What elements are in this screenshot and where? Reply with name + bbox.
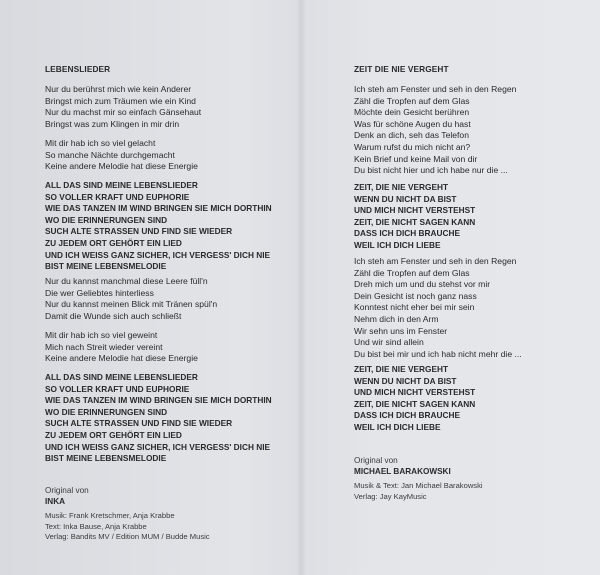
credit-line: Musik: Frank Kretschmer, Anja Krabbe: [45, 511, 175, 520]
lyric-line: UND MICH NICHT VERSTEHST: [354, 387, 476, 398]
verse-block: [45, 276, 217, 322]
lyric-line: Was für schöne Augen du hast: [354, 118, 471, 129]
lyric-line: Nur du berührst mich wie kein Anderer: [45, 84, 192, 94]
lyric-line: Möchte dein Gesicht berühren: [354, 107, 470, 118]
lyric-line: BIST MEINE LEBENSMELODIE: [45, 453, 167, 464]
lyric-line: Keine andere Melodie hat diese Energie: [45, 353, 198, 364]
lyric-line: Dein Gesicht ist noch ganz nass: [354, 290, 477, 301]
lyric-line: WO DIE ERINNERUNGEN SIND: [45, 214, 168, 225]
chorus-block: [45, 372, 272, 465]
lyric-line: Die wer Geliebtes hinterliess: [45, 287, 154, 298]
lyric-line: SO VOLLER KRAFT UND EUPHORIE: [45, 383, 190, 394]
lyric-line: UND ICH WEISS GANZ SICHER, ICH VERGESS' DICH NIE: [45, 441, 271, 452]
chorus-block: [354, 364, 475, 434]
lyric-line: ZEIT, DIE NIE VERGEHT: [354, 364, 449, 374]
credit-lines: [354, 481, 483, 502]
lyric-line: UND MICH NICHT VERSTEHST: [354, 205, 476, 216]
credit-lines: [45, 511, 210, 543]
lyric-line: BIST MEINE LEBENSMELODIE: [45, 261, 167, 272]
lyric-line: Bringst was zum Klingen in mir drin: [45, 118, 180, 129]
song-title-lebenslieder: LEBENSLIEDER: [45, 64, 111, 74]
lyric-line: Wir sehn uns im Fenster: [354, 325, 448, 336]
lyric-line: ZEIT, DIE NIE VERGEHT: [354, 182, 449, 192]
credit-label: Original von: [354, 456, 398, 465]
lyric-line: Nur du machst mir so einfach Gänsehaut: [45, 107, 202, 118]
lyric-line: WEIL ICH DICH LIEBE: [354, 239, 441, 250]
credit-artist: INKA: [45, 497, 66, 506]
lyric-line: Keine andere Melodie hat diese Energie: [45, 161, 198, 172]
verse-block: [45, 138, 198, 173]
lyric-line: WENN DU NICHT DA BIST: [354, 193, 457, 204]
lyric-line: ZU JEDEM ORT GEHÖRT EIN LIED: [45, 237, 182, 248]
lyric-line: Kein Brief und keine Mail von dir: [354, 153, 478, 164]
lyric-line: SUCH ALTE STRASSEN UND FIND SIE WIEDER: [45, 226, 233, 237]
lyric-line: DASS ICH DICH BRAUCHE: [354, 410, 461, 421]
lyric-line: WIE DAS TANZEN IM WIND BRINGEN SIE MICH DORTHIN: [45, 203, 272, 214]
song-title-zeit: ZEIT DIE NIE VERGEHT: [354, 64, 449, 74]
verse-block: [45, 330, 198, 365]
lyric-line: WO DIE ERINNERUNGEN SIND: [45, 406, 168, 417]
chorus-block: [45, 180, 272, 273]
lyric-line: ZU JEDEM ORT GEHÖRT EIN LIED: [45, 429, 182, 440]
lyric-line: UND ICH WEISS GANZ SICHER, ICH VERGESS' DICH NIE: [45, 249, 271, 260]
lyric-line: Du bist bei mir und ich hab nicht mehr die ...: [354, 348, 522, 359]
lyric-line: Ich steh am Fenster und seh in den Regen: [354, 256, 517, 266]
lyric-line: Nur du kannst meinen Blick mit Tränen spül'n: [45, 299, 218, 310]
credit-line: Text: Inka Bause, Anja Krabbe: [45, 521, 147, 531]
lyric-line: Konntest nicht eher bei mir sein: [354, 302, 475, 313]
lyric-line: Dreh mich um und du stehst vor mir: [354, 279, 491, 290]
lyric-line: Du bist nicht hier und ich habe nur die ...: [354, 165, 508, 176]
lyric-line: Mich nach Streit wieder vereint: [45, 341, 163, 352]
lyric-line: Mit dir hab ich so viel geweint: [45, 330, 158, 340]
lyric-line: Und wir sind allein: [354, 337, 424, 348]
credits: [354, 455, 483, 502]
credit-line: Musik & Text: Jan Michael Barakowski: [354, 481, 483, 490]
chorus-block: [354, 182, 475, 252]
lyric-line: ZEIT, DIE NICHT SAGEN KANN: [354, 398, 476, 409]
lyric-line: Mit dir hab ich so viel gelacht: [45, 138, 156, 148]
lyric-line: ZEIT, DIE NICHT SAGEN KANN: [354, 216, 476, 227]
verse-block: [354, 256, 522, 360]
lyric-line: SO VOLLER KRAFT UND EUPHORIE: [45, 191, 190, 202]
lyric-line: Nur du kannst manchmal diese Leere füll'n: [45, 276, 208, 286]
lyric-line: ALL DAS SIND MEINE LEBENSLIEDER: [45, 180, 198, 190]
lyric-line: Damit die Wunde sich auch schließt: [45, 310, 182, 321]
lyric-line: DASS ICH DICH BRAUCHE: [354, 228, 461, 239]
verse-block: [354, 84, 516, 177]
lyric-line: WENN DU NICHT DA BIST: [354, 375, 457, 386]
credit-label: Original von: [45, 486, 89, 495]
lyric-line: WIE DAS TANZEN IM WIND BRINGEN SIE MICH DORTHIN: [45, 395, 272, 406]
lyric-line: Zähl die Tropfen auf dem Glas: [354, 95, 470, 106]
lyric-line: Denk an dich, seh das Telefon: [354, 130, 469, 141]
lyric-line: Nehm dich in den Arm: [354, 313, 439, 324]
credit-line: Verlag: Jay KayMusic: [354, 491, 427, 501]
lyric-line: ALL DAS SIND MEINE LEBENSLIEDER: [45, 372, 198, 382]
credit-artist: MICHAEL BARAKOWSKI: [354, 467, 451, 476]
lyric-line: SUCH ALTE STRASSEN UND FIND SIE WIEDER: [45, 418, 233, 429]
credit-line: Verlag: Bandits MV / Edition MUM / Budde Music: [45, 532, 210, 541]
credits: [45, 485, 210, 543]
lyric-line: Bringst mich zum Träumen wie ein Kind: [45, 95, 196, 106]
lyric-line: Ich steh am Fenster und seh in den Regen: [354, 84, 517, 94]
lyric-line: Zähl die Tropfen auf dem Glas: [354, 267, 470, 278]
lyric-line: WEIL ICH DICH LIEBE: [354, 421, 441, 432]
lyric-line: So manche Nächte durchgemacht: [45, 149, 175, 160]
lyric-line: Warum rufst du mich nicht an?: [354, 141, 471, 152]
page-fold: [296, 0, 306, 575]
verse-block: [45, 84, 201, 130]
